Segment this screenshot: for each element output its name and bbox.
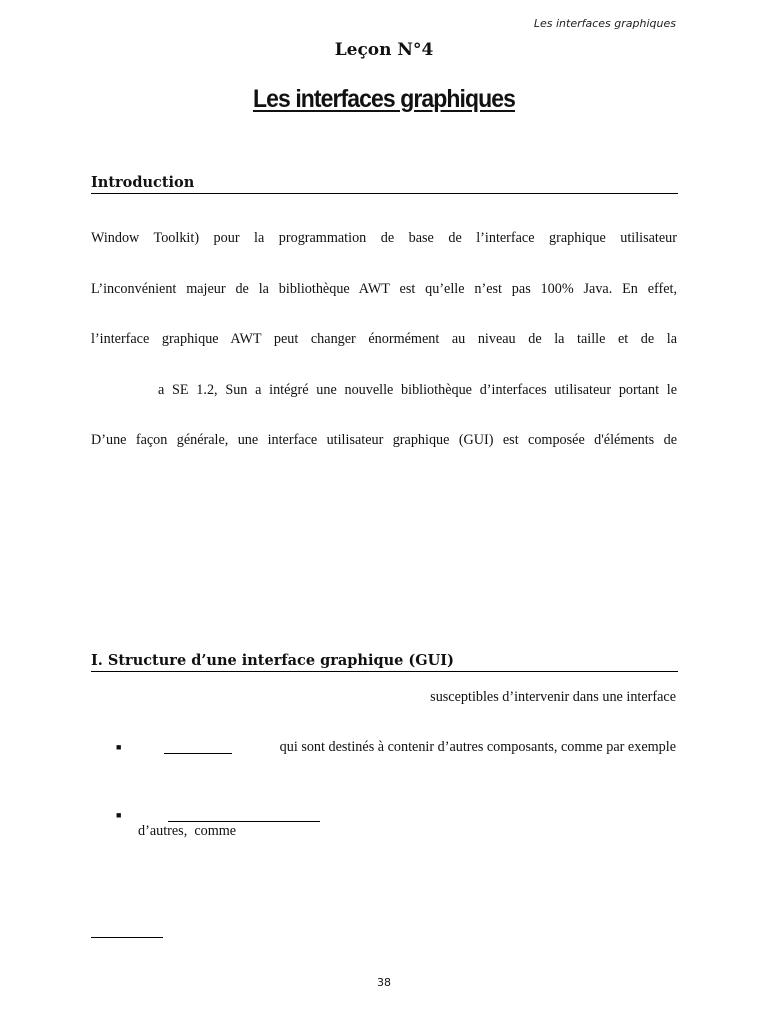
introduction-heading: Introduction [91,174,678,194]
section-1-line-1: susceptibles d’intervenir dans une interface [430,689,676,705]
intro-line-5: D’une façon générale, une interface utilisateur graphique (GUI) est composée d'éléments de [91,432,677,448]
bullet-1-blank [164,753,232,754]
intro-line-2: L’inconvénient majeur de la bibliothèque AWT est qu’elle n’est pas 100% Java. En effet, [91,281,677,297]
page-title: Les interfaces graphiques [252,85,516,113]
bullet-1-text: qui sont destinés à contenir d’autres composants, comme par exemple [279,739,676,755]
intro-line-4: a SE 1.2, Sun a intégré une nouvelle bibliothèque d’interfaces utilisateur portant le [158,382,677,398]
intro-line-1: Window Toolkit) pour la programmation de base de l’interface graphique utilisateur [91,230,677,246]
bullet-2-continuation: d’autres, comme [138,823,237,839]
bullet-2-blank [168,821,320,822]
bullet-2-marker: ■ [116,810,122,820]
bullet-1-marker: ■ [116,742,122,752]
page-number: 38 [377,976,391,989]
running-header: Les interfaces graphiques [533,17,676,30]
footnote-separator [91,937,163,938]
section-1-heading: I. Structure d’une interface graphique (GUI) [91,652,678,672]
lesson-number: Leçon N°4 [334,40,434,60]
intro-line-3: l’interface graphique AWT peut changer énormément au niveau de la taille et de la [91,331,677,347]
